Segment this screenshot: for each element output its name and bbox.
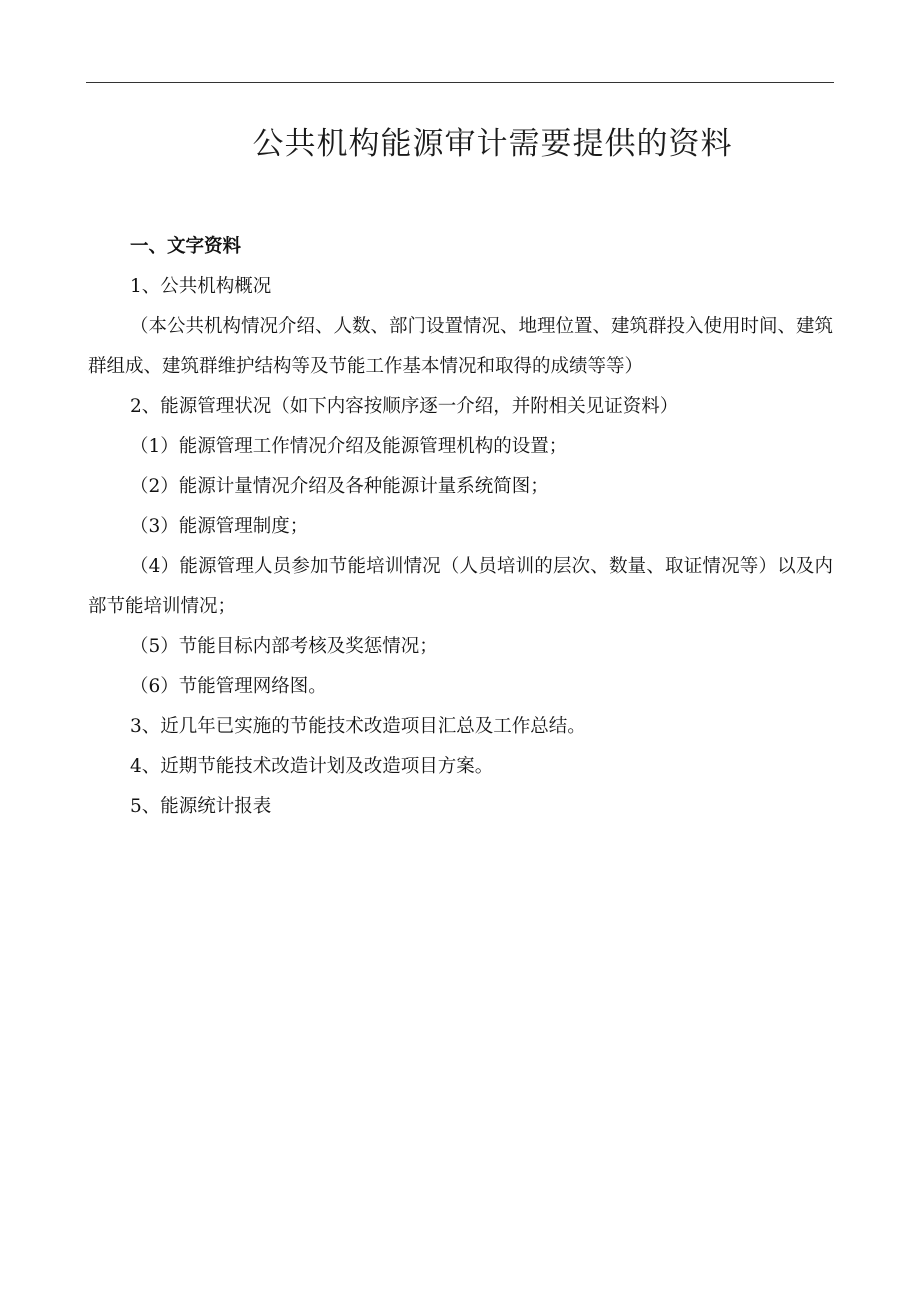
item-5-label: 5、能源统计报表 [130, 796, 272, 817]
item-1-label: 1、公共机构概况 [130, 276, 272, 297]
document-title: 公共机构能源审计需要提供的资料 [252, 126, 733, 162]
item-3-label: 3、近几年已实施的节能技术改造项目汇总及工作总结。 [130, 716, 586, 737]
document-body [88, 227, 833, 827]
sub-item-5: （5）节能目标内部考核及奖惩情况； [130, 636, 438, 657]
item-1-description: （本公共机构情况介绍、人数、部门设置情况、地理位置、建筑群投入使用时间、建筑群组成、建筑群维护结构等及节能工作基本情况和取得的成绩等等） [88, 316, 834, 377]
item-4-label: 4、近期节能技术改造计划及改造项目方案。 [130, 756, 494, 777]
sub-item-1: （1）能源管理工作情况介绍及能源管理机构的设置； [130, 436, 568, 457]
sub-item-3: （3）能源管理制度； [130, 516, 309, 537]
section-heading: 一、文字资料 [130, 236, 242, 257]
item-2-label: 2、能源管理状况（如下内容按顺序逐一介绍，并附相关见证资料） [130, 396, 679, 417]
sub-item-6: （6）节能管理网络图。 [130, 676, 327, 697]
sub-item-2: （2）能源计量情况介绍及各种能源计量系统简图； [130, 476, 549, 497]
sub-item-4: （4）能源管理人员参加节能培训情况（人员培训的层次、数量、取证情况等）以及内部节能培训情况； [88, 556, 833, 617]
header-rule [86, 82, 834, 83]
